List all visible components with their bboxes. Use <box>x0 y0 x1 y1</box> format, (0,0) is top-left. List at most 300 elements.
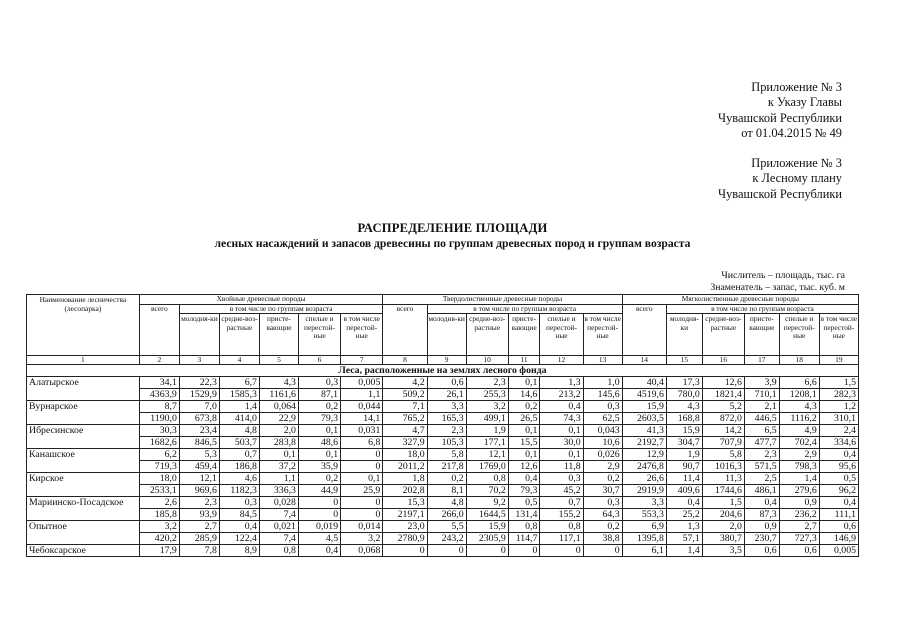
area-value: 0,4 <box>819 497 858 509</box>
appendix-line: от 01.04.2015 № 49 <box>741 126 842 141</box>
appendix-line: к Лесному плану <box>752 171 842 186</box>
stock-value: 1190,0 <box>139 413 179 425</box>
table-row <box>27 533 859 545</box>
stock-value: 872,0 <box>702 413 744 425</box>
stock-value: 1744,6 <box>702 485 744 497</box>
stock-value: 2305,9 <box>466 533 508 545</box>
table-row <box>27 449 859 461</box>
units-numerator: Числитель – площадь, тыс. га <box>721 270 845 281</box>
area-value: 2,3 <box>466 377 508 389</box>
stock-value: 168,8 <box>666 413 702 425</box>
stock-value: 2197,1 <box>383 509 427 521</box>
stock-value: 707,9 <box>702 437 744 449</box>
stock-value: 702,4 <box>779 437 819 449</box>
header-age-col: спелые и перестой-ные <box>298 314 340 356</box>
stock-value: 84,5 <box>219 509 259 521</box>
area-value: 1,5 <box>702 497 744 509</box>
area-value: 2,7 <box>779 521 819 533</box>
stock-value: 74,3 <box>540 413 583 425</box>
area-value: 0,4 <box>666 497 702 509</box>
area-value: 4,6 <box>219 473 259 485</box>
stock-value: 285,9 <box>179 533 219 545</box>
area-value: 0,2 <box>583 473 622 485</box>
stock-value: 0 <box>341 461 383 473</box>
table-row <box>27 461 859 473</box>
header-age-col: присте-вающие <box>744 314 779 356</box>
header-forestry-name: Наименование лесничества (лесопарка) <box>27 295 140 356</box>
stock-value: 177,1 <box>466 437 508 449</box>
area-value: 12,1 <box>466 449 508 461</box>
area-value: 1,4 <box>779 473 819 485</box>
stock-value: 283,8 <box>259 437 298 449</box>
area-value: 3,2 <box>466 401 508 413</box>
area-value: 0,064 <box>259 401 298 413</box>
area-value: 4,3 <box>259 377 298 389</box>
header-col-number: 3 <box>179 356 219 365</box>
stock-value: 1,1 <box>341 389 383 401</box>
area-value: 30,3 <box>139 425 179 437</box>
area-value: 0,1 <box>508 449 540 461</box>
area-value: 2,3 <box>744 449 779 461</box>
area-value: 0,6 <box>744 545 779 557</box>
stock-value: 0 <box>341 509 383 521</box>
header-total: всего <box>383 304 427 356</box>
area-value: 2,3 <box>179 497 219 509</box>
stock-value: 414,0 <box>219 413 259 425</box>
header-group-hardwood: Твердолиственные древесные породы <box>383 295 622 305</box>
header-col-number: 4 <box>219 356 259 365</box>
header-incl-age-groups: в том числе по группам возраста <box>427 304 622 314</box>
area-value: 7,8 <box>179 545 219 557</box>
units-legend <box>710 270 845 294</box>
area-value: 3,3 <box>427 401 466 413</box>
area-value: 1,2 <box>819 401 858 413</box>
area-value: 0,026 <box>583 449 622 461</box>
stock-value: 22,9 <box>259 413 298 425</box>
area-value: 0,5 <box>508 497 540 509</box>
stock-value: 96,2 <box>819 485 858 497</box>
stock-value: 486,1 <box>744 485 779 497</box>
stock-value: 255,3 <box>466 389 508 401</box>
area-value: 1,3 <box>666 521 702 533</box>
area-value: 18,0 <box>139 473 179 485</box>
stock-value: 310,1 <box>819 413 858 425</box>
stock-value: 282,3 <box>819 389 858 401</box>
area-value: 0,4 <box>219 521 259 533</box>
stock-value: 969,6 <box>179 485 219 497</box>
area-value: 0 <box>341 449 383 461</box>
area-value: 15,3 <box>383 497 427 509</box>
area-value: 5,2 <box>702 401 744 413</box>
stock-value: 1016,3 <box>702 461 744 473</box>
table-row <box>27 377 859 389</box>
stock-value: 2,9 <box>583 461 622 473</box>
stock-value: 727,3 <box>779 533 819 545</box>
stock-value: 1182,3 <box>219 485 259 497</box>
area-value: 11,3 <box>702 473 744 485</box>
area-value: 2,0 <box>702 521 744 533</box>
area-value: 0,5 <box>819 473 858 485</box>
area-value: 1,4 <box>666 545 702 557</box>
header-total: всего <box>622 304 666 356</box>
area-value: 0,9 <box>744 521 779 533</box>
area-value: 17,3 <box>666 377 702 389</box>
area-value: 0 <box>427 545 466 557</box>
stock-value: 12,6 <box>508 461 540 473</box>
area-value: 0,4 <box>819 449 858 461</box>
header-total: всего <box>139 304 179 356</box>
area-value: 12,9 <box>622 449 666 461</box>
stock-value: 327,9 <box>383 437 427 449</box>
stock-value: 202,8 <box>383 485 427 497</box>
stock-value: 7,4 <box>259 533 298 545</box>
area-value: 11,4 <box>666 473 702 485</box>
area-value: 2,0 <box>259 425 298 437</box>
area-value: 2,6 <box>139 497 179 509</box>
area-value: 0,1 <box>540 449 583 461</box>
area-value: 0 <box>466 545 508 557</box>
area-value: 6,2 <box>139 449 179 461</box>
stock-value: 186,8 <box>219 461 259 473</box>
stock-value: 3,2 <box>341 533 383 545</box>
table-row <box>27 413 859 425</box>
stock-value: 122,4 <box>219 533 259 545</box>
forestry-name: Кирское <box>27 473 140 497</box>
table-row <box>27 473 859 485</box>
area-value: 40,4 <box>622 377 666 389</box>
section-heading: Леса, расположенные на землях лесного фонда <box>27 365 859 377</box>
stock-value: 48,6 <box>298 437 340 449</box>
area-value: 6,1 <box>622 545 666 557</box>
stock-value: 62,5 <box>583 413 622 425</box>
area-value: 8,9 <box>219 545 259 557</box>
area-value: 6,6 <box>779 377 819 389</box>
stock-value: 155,2 <box>540 509 583 521</box>
area-value: 0,8 <box>466 473 508 485</box>
area-value: 0,1 <box>540 425 583 437</box>
stock-value: 1208,1 <box>779 389 819 401</box>
area-value: 8,7 <box>139 401 179 413</box>
area-value: 6,7 <box>219 377 259 389</box>
forestry-name: Чебоксарское <box>27 545 140 557</box>
header-col-number: 8 <box>383 356 427 365</box>
units-denominator: Знаменатель – запас, тыс. куб. м <box>710 282 845 293</box>
area-value: 2,7 <box>179 521 219 533</box>
area-value: 0,044 <box>341 401 383 413</box>
header-col-number: 10 <box>466 356 508 365</box>
area-value: 23,4 <box>179 425 219 437</box>
header-age-col: присте-вающие <box>508 314 540 356</box>
area-value: 4,8 <box>219 425 259 437</box>
stock-value: 146,9 <box>819 533 858 545</box>
area-value: 4,2 <box>383 377 427 389</box>
stock-value: 87,3 <box>744 509 779 521</box>
stock-value: 4519,6 <box>622 389 666 401</box>
area-value: 0 <box>298 497 340 509</box>
stock-value: 846,5 <box>179 437 219 449</box>
header-col-number: 12 <box>540 356 583 365</box>
stock-value: 87,1 <box>298 389 340 401</box>
area-value: 0,021 <box>259 521 298 533</box>
header-age-col: молодня-ки <box>666 314 702 356</box>
stock-value: 95,6 <box>819 461 858 473</box>
stock-value: 0 <box>298 509 340 521</box>
forest-plan-appendix-note <box>718 156 842 202</box>
stock-value: 380,7 <box>702 533 744 545</box>
area-value: 9,2 <box>466 497 508 509</box>
stock-value: 230,7 <box>744 533 779 545</box>
area-value: 0,068 <box>341 545 383 557</box>
area-value: 26,6 <box>622 473 666 485</box>
forestry-name: Алатырское <box>27 377 140 401</box>
stock-value: 420,2 <box>139 533 179 545</box>
stock-value: 719,3 <box>139 461 179 473</box>
stock-value: 8,1 <box>427 485 466 497</box>
stock-value: 25,2 <box>666 509 702 521</box>
stock-value: 204,6 <box>702 509 744 521</box>
header-age-col: в том числе перестой-ные <box>819 314 858 356</box>
area-value: 34,1 <box>139 377 179 389</box>
area-value: 2,3 <box>427 425 466 437</box>
stock-value: 57,1 <box>666 533 702 545</box>
document-title: РАСПРЕДЕЛЕНИЕ ПЛОЩАДИ <box>357 221 548 235</box>
header-col-number: 6 <box>298 356 340 365</box>
area-value: 6,9 <box>622 521 666 533</box>
area-value: 0,043 <box>583 425 622 437</box>
area-value: 4,7 <box>383 425 427 437</box>
area-value: 0,1 <box>341 473 383 485</box>
stock-value: 266,0 <box>427 509 466 521</box>
stock-value: 477,7 <box>744 437 779 449</box>
area-value: 2,1 <box>744 401 779 413</box>
area-value: 0,1 <box>508 377 540 389</box>
header-col-number: 13 <box>583 356 622 365</box>
stock-value: 710,1 <box>744 389 779 401</box>
header-incl-age-groups: в том числе по группам возраста <box>179 304 383 314</box>
area-value: 0,014 <box>341 521 383 533</box>
stock-value: 4363,9 <box>139 389 179 401</box>
area-value: 1,4 <box>219 401 259 413</box>
area-value: 4,8 <box>427 497 466 509</box>
stock-value: 44,9 <box>298 485 340 497</box>
stock-value: 1395,8 <box>622 533 666 545</box>
area-value: 1,0 <box>583 377 622 389</box>
area-value: 0,2 <box>427 473 466 485</box>
stock-value: 45,2 <box>540 485 583 497</box>
stock-value: 30,0 <box>540 437 583 449</box>
area-value: 0,019 <box>298 521 340 533</box>
stock-value: 1161,6 <box>259 389 298 401</box>
area-value: 7,1 <box>383 401 427 413</box>
area-value: 0,4 <box>508 473 540 485</box>
area-value: 0,3 <box>540 473 583 485</box>
header-col-number: 19 <box>819 356 858 365</box>
header-age-col: в том числе перестой-ные <box>583 314 622 356</box>
area-value: 3,9 <box>744 377 779 389</box>
area-value: 0,7 <box>219 449 259 461</box>
area-value: 0,8 <box>540 521 583 533</box>
area-value: 0,1 <box>259 449 298 461</box>
appendix-line: Приложение № 3 <box>751 80 842 94</box>
area-value: 22,3 <box>179 377 219 389</box>
area-value: 0,9 <box>779 497 819 509</box>
header-col-number: 2 <box>139 356 179 365</box>
stock-value: 509,2 <box>383 389 427 401</box>
stock-value: 243,2 <box>427 533 466 545</box>
stock-value: 2011,2 <box>383 461 427 473</box>
stock-value: 503,7 <box>219 437 259 449</box>
header-group-softwood: Мягколиственные древесные породы <box>622 295 858 305</box>
area-value: 0,6 <box>819 521 858 533</box>
area-value: 1,8 <box>383 473 427 485</box>
area-value: 6,5 <box>744 425 779 437</box>
forestry-name: Вурнарское <box>27 401 140 425</box>
area-value: 0,2 <box>583 521 622 533</box>
stock-value: 93,9 <box>179 509 219 521</box>
stock-value: 90,7 <box>666 461 702 473</box>
stock-value: 798,3 <box>779 461 819 473</box>
stock-value: 26,1 <box>427 389 466 401</box>
area-value: 0,6 <box>427 377 466 389</box>
area-value: 0,005 <box>819 545 858 557</box>
stock-value: 334,6 <box>819 437 858 449</box>
header-col-number: 9 <box>427 356 466 365</box>
header-col-number: 16 <box>702 356 744 365</box>
stock-value: 217,8 <box>427 461 466 473</box>
header-col-number: 11 <box>508 356 540 365</box>
forestry-name: Мариинско-Посадское <box>27 497 140 521</box>
area-value: 5,8 <box>702 449 744 461</box>
table-row <box>27 389 859 401</box>
stock-value: 2919,9 <box>622 485 666 497</box>
stock-value: 111,1 <box>819 509 858 521</box>
stock-value: 2603,5 <box>622 413 666 425</box>
stock-value: 165,3 <box>427 413 466 425</box>
document-subtitle: лесных насаждений и запасов древесины по группам древесных пород и группам возраста <box>214 237 691 250</box>
stock-value: 1585,3 <box>219 389 259 401</box>
table-row <box>27 401 859 413</box>
stock-value: 37,2 <box>259 461 298 473</box>
area-value: 5,5 <box>427 521 466 533</box>
stock-value: 4,5 <box>298 533 340 545</box>
stock-value: 79,3 <box>508 485 540 497</box>
table-row <box>27 521 859 533</box>
table-row <box>27 509 859 521</box>
area-value: 0,2 <box>508 401 540 413</box>
stock-value: 26,5 <box>508 413 540 425</box>
stock-value: 35,9 <box>298 461 340 473</box>
area-value: 41,3 <box>622 425 666 437</box>
area-value: 0,028 <box>259 497 298 509</box>
header-age-col: спелые и перестой-ные <box>540 314 583 356</box>
stock-value: 499,1 <box>466 413 508 425</box>
stock-value: 1682,6 <box>139 437 179 449</box>
stock-value: 780,0 <box>666 389 702 401</box>
stock-value: 38,8 <box>583 533 622 545</box>
area-value: 5,3 <box>179 449 219 461</box>
header-age-col: средне-воз-растные <box>466 314 508 356</box>
area-value: 15,9 <box>466 521 508 533</box>
area-value: 0 <box>540 545 583 557</box>
area-value: 3,5 <box>702 545 744 557</box>
area-value: 1,9 <box>666 449 702 461</box>
stock-value: 131,4 <box>508 509 540 521</box>
header-col-number: 15 <box>666 356 702 365</box>
stock-value: 79,3 <box>298 413 340 425</box>
stock-value: 213,2 <box>540 389 583 401</box>
header-age-col: в том числе перестой-ные <box>341 314 383 356</box>
area-value: 4,3 <box>666 401 702 413</box>
stock-value: 15,5 <box>508 437 540 449</box>
stock-value: 145,6 <box>583 389 622 401</box>
area-value: 15,9 <box>622 401 666 413</box>
area-value: 14,2 <box>702 425 744 437</box>
stock-value: 6,8 <box>341 437 383 449</box>
area-value: 4,9 <box>779 425 819 437</box>
stock-value: 459,4 <box>179 461 219 473</box>
area-value: 0,6 <box>779 545 819 557</box>
distribution-table <box>26 294 859 557</box>
area-value: 0,1 <box>298 425 340 437</box>
area-value: 0,4 <box>540 401 583 413</box>
area-value: 4,3 <box>779 401 819 413</box>
stock-value: 336,3 <box>259 485 298 497</box>
stock-value: 236,2 <box>779 509 819 521</box>
stock-value: 2192,7 <box>622 437 666 449</box>
area-value: 0,4 <box>298 545 340 557</box>
area-value: 12,1 <box>179 473 219 485</box>
area-value: 2,5 <box>744 473 779 485</box>
header-age-col: средне-воз-растные <box>219 314 259 356</box>
area-value: 0,031 <box>341 425 383 437</box>
appendix-line: Чувашской Республики <box>718 186 842 201</box>
forestry-name: Опытное <box>27 521 140 545</box>
area-value: 23,0 <box>383 521 427 533</box>
stock-value: 117,1 <box>540 533 583 545</box>
area-value: 0 <box>383 545 427 557</box>
stock-value: 185,8 <box>139 509 179 521</box>
header-col-number: 17 <box>744 356 779 365</box>
forestry-name: Канашское <box>27 449 140 473</box>
stock-value: 1769,0 <box>466 461 508 473</box>
area-value: 0,7 <box>540 497 583 509</box>
stock-value: 30,7 <box>583 485 622 497</box>
stock-value: 10,6 <box>583 437 622 449</box>
stock-value: 14,6 <box>508 389 540 401</box>
table-row <box>27 437 859 449</box>
area-value: 0 <box>583 545 622 557</box>
area-value: 2,9 <box>779 449 819 461</box>
area-value: 2,4 <box>819 425 858 437</box>
stock-value: 64,3 <box>583 509 622 521</box>
area-value: 0,3 <box>219 497 259 509</box>
stock-value: 11,8 <box>540 461 583 473</box>
stock-value: 1529,9 <box>179 389 219 401</box>
stock-value: 409,6 <box>666 485 702 497</box>
header-age-col: молодня-ки <box>179 314 219 356</box>
area-value: 3,2 <box>139 521 179 533</box>
stock-value: 765,2 <box>383 413 427 425</box>
header-age-col: спелые и перестой-ные <box>779 314 819 356</box>
header-col-number: 14 <box>622 356 666 365</box>
header-col-number: 5 <box>259 356 298 365</box>
area-value: 1,5 <box>819 377 858 389</box>
area-value: 3,3 <box>622 497 666 509</box>
header-col-number: 18 <box>779 356 819 365</box>
area-value: 17,9 <box>139 545 179 557</box>
area-value: 0,3 <box>583 497 622 509</box>
stock-value: 2780,9 <box>383 533 427 545</box>
